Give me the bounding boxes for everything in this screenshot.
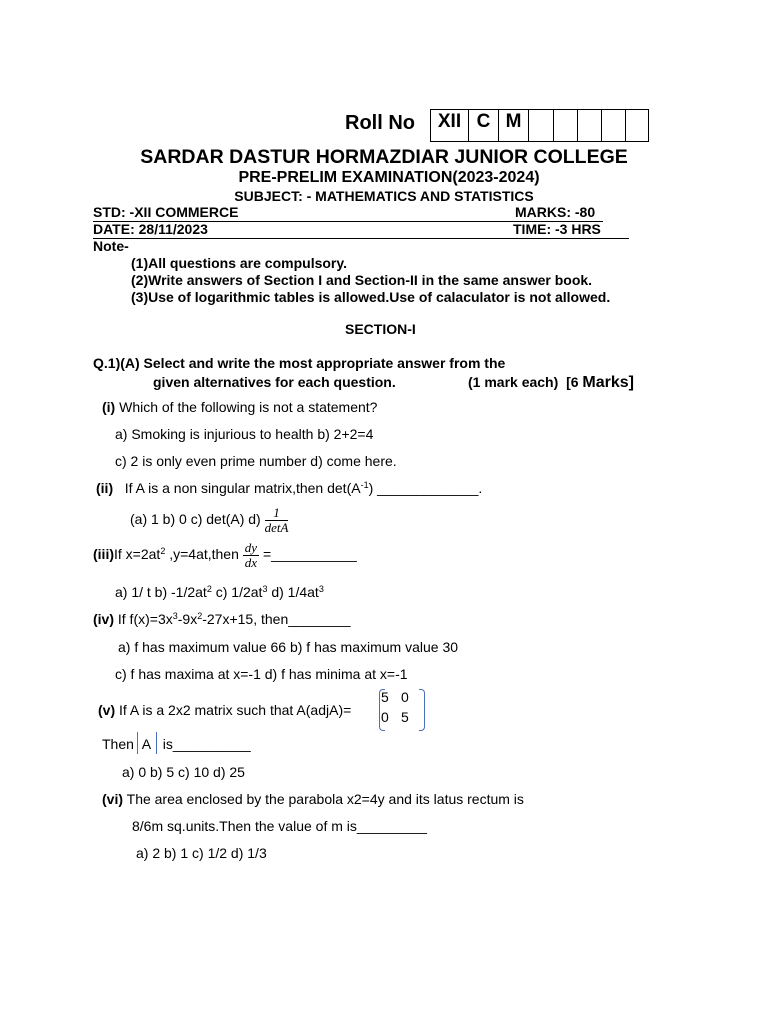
question-text: ,y=4at,then xyxy=(165,546,243,563)
question-vi xyxy=(102,791,524,807)
then-text: Then xyxy=(102,736,134,752)
roll-cell: M xyxy=(499,109,529,142)
matrix-cell: 0 xyxy=(381,709,389,725)
subject-title: SUBJECT: - MATHEMATICS AND STATISTICS xyxy=(234,188,534,204)
superscript: 3 xyxy=(172,611,178,621)
fraction-denominator: detA xyxy=(264,520,289,535)
superscript: 2 xyxy=(160,546,166,557)
option-text: a) 1/ t b) -1/2at xyxy=(115,584,207,600)
roll-cell xyxy=(602,109,626,142)
option-line: a) 0 b) 5 c) 10 d) 25 xyxy=(122,764,245,780)
roll-cell: C xyxy=(469,109,499,142)
option-text: c) 1/2at xyxy=(211,584,263,600)
determinant-bar-right xyxy=(156,732,157,754)
question-text: -9x xyxy=(177,611,198,627)
fraction-numerator: 1 xyxy=(265,506,289,521)
option-line xyxy=(130,506,288,535)
matrix-5-0-0-5 xyxy=(379,689,425,729)
option-line xyxy=(115,584,324,600)
question-ii xyxy=(96,480,482,496)
option-line: a) Smoking is injurious to health b) 2+2=4 xyxy=(115,426,374,442)
marks-label: MARKS: -80 xyxy=(515,204,596,220)
option-line: a) f has maximum value 66 b) f has maximum value 30 xyxy=(118,639,459,655)
matrix-cell: 5 xyxy=(381,689,389,705)
then-line xyxy=(102,736,251,752)
question-text: If A is a non singular matrix,then det(A xyxy=(124,480,361,496)
date-label: DATE: 28/11/2023 xyxy=(93,221,208,237)
header-divider xyxy=(93,238,629,239)
question-v xyxy=(98,702,351,718)
q1-heading-2: given alternatives for each question. xyxy=(153,374,396,390)
superscript: -1 xyxy=(360,480,369,490)
question-number: (v) xyxy=(98,702,116,718)
marks-bracket: [6 xyxy=(566,374,583,390)
note-item: (3)Use of logarithmic tables is allowed.Use of calaculator is not allowed. xyxy=(131,289,611,305)
question-iii xyxy=(93,541,357,570)
option-text: (a) 1 b) 0 c) det(A) d) xyxy=(130,511,265,528)
question-text: ) _____________. xyxy=(368,480,483,496)
college-name: SARDAR DASTUR HORMAZDIAR JUNIOR COLLEGE xyxy=(140,146,628,168)
question-number: (iv) xyxy=(93,611,114,627)
question-text-cont: 8/6m sq.units.Then the value of m is_________ xyxy=(132,818,427,834)
fraction-numerator: dy xyxy=(244,540,258,555)
roll-cell xyxy=(578,109,602,142)
superscript: 2 xyxy=(206,584,212,594)
note-item: (1)All questions are compulsory. xyxy=(131,255,348,271)
time-label: TIME: -3 HRS xyxy=(513,221,601,237)
fraction xyxy=(243,541,259,570)
question-number: (iii) xyxy=(93,546,114,563)
fraction-denominator: dx xyxy=(244,555,258,570)
matrix-right-bracket xyxy=(419,689,425,731)
mark-each-text: (1 mark each) xyxy=(468,374,559,390)
question-text: If f(x)=3x xyxy=(114,611,173,627)
determinant-A: A xyxy=(141,736,152,752)
question-text: =___________ xyxy=(259,546,357,563)
question-text: -27x+15, then________ xyxy=(202,611,351,627)
superscript: 3 xyxy=(262,584,268,594)
question-text: The area enclosed by the parabola x2=4y and its latus rectum is xyxy=(123,791,524,807)
roll-no-grid xyxy=(430,109,649,142)
q1-heading: Q.1)(A) Select and write the most appropriate answer from the xyxy=(93,355,506,371)
marks-word: Marks] xyxy=(582,374,634,391)
determinant-bar-left xyxy=(137,732,138,754)
exam-title: PRE-PRELIM EXAMINATION(2023-2024) xyxy=(238,169,540,186)
roll-cell xyxy=(626,109,649,142)
note-item: (2)Write answers of Section I and Section-II in the same answer book. xyxy=(131,272,593,288)
std-label: STD: -XII COMMERCE xyxy=(93,204,239,220)
option-text: d) 1/4at xyxy=(267,584,319,600)
roll-no-label: Roll No xyxy=(345,112,415,134)
question-text: If A is a 2x2 matrix such that A(adjA)= xyxy=(115,702,352,718)
section-title: SECTION-I xyxy=(345,321,416,337)
question-number: (ii) xyxy=(96,480,114,496)
then-text: is__________ xyxy=(162,736,251,752)
option-line: c) 2 is only even prime number d) come here. xyxy=(115,453,397,469)
roll-cell xyxy=(529,109,554,142)
superscript: 3 xyxy=(318,584,324,594)
option-line: a) 2 b) 1 c) 1/2 d) 1/3 xyxy=(136,845,267,861)
roll-cell xyxy=(554,109,578,142)
question-text: If x=2at xyxy=(114,546,161,563)
matrix-cell: 0 xyxy=(401,689,409,705)
q1-mark-each xyxy=(468,374,634,392)
note-title: Note- xyxy=(93,238,129,254)
question-number: (i) xyxy=(102,399,116,415)
question-iv xyxy=(93,611,351,627)
option-line: c) f has maxima at x=-1 d) f has minima at x=-1 xyxy=(115,666,408,682)
question-number: (vi) xyxy=(102,791,123,807)
matrix-cell: 5 xyxy=(401,709,409,725)
question-text: Which of the following is not a statement? xyxy=(119,399,378,415)
question-i xyxy=(102,399,377,415)
superscript: 2 xyxy=(197,611,203,621)
roll-cell: XII xyxy=(431,109,469,142)
fraction xyxy=(265,506,289,535)
